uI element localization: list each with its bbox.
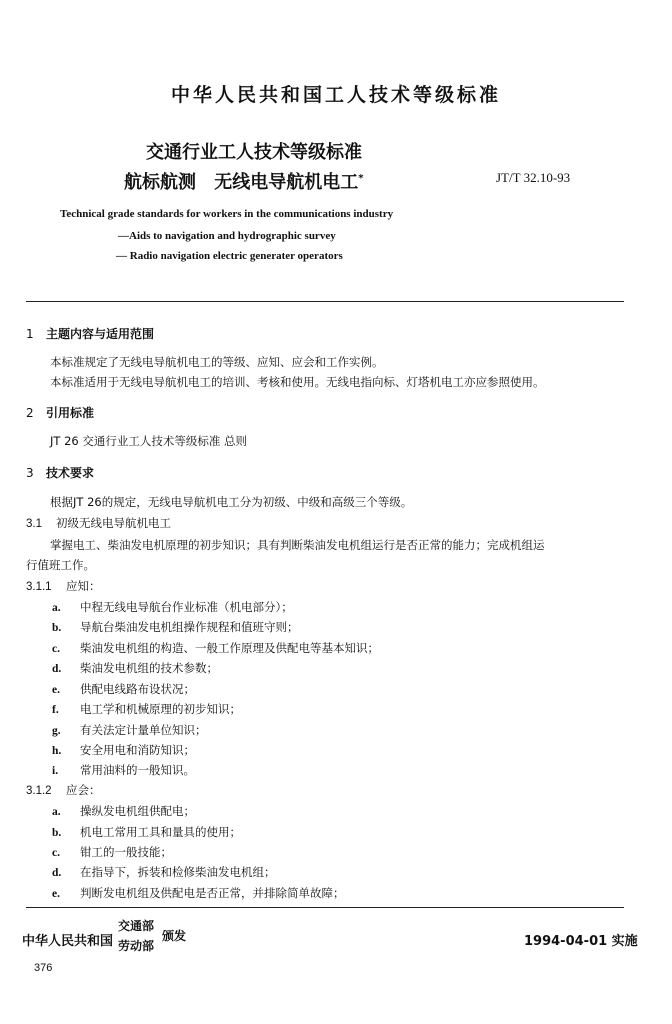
section-title: 技术要求 — [46, 466, 95, 480]
issuer-name: 中华人民共和国 — [22, 934, 114, 949]
list-item-label: b. — [52, 622, 62, 634]
list-item-text: 在指导下，拆装和检修柴油发电机组； — [80, 865, 276, 879]
section-number: 3 — [26, 466, 34, 480]
subsection-title: 应知： — [66, 579, 101, 593]
subsection-title: 初级无线电导航机电工 — [56, 516, 171, 530]
english-title-line2: —Aids to navigation and hydrographic survey — [118, 230, 336, 242]
subsection-3-1-2-heading — [26, 782, 101, 798]
section-title: 主题内容与适用范围 — [46, 327, 155, 341]
list-item-label: d. — [52, 663, 62, 675]
section-1-para1: 本标准规定了无线电导航机电工的等级、应知、应会和工作实例。 — [50, 355, 384, 369]
section-1-heading — [26, 325, 154, 342]
list-item-label: e. — [52, 684, 60, 696]
list-item — [52, 742, 195, 758]
list-item-text: 判断发电机组及供配电是否正常，并排除简单故障； — [80, 886, 345, 900]
list-item-label: c. — [52, 643, 60, 655]
list-item-label: e. — [52, 888, 60, 900]
list-item-text: 导航台柴油发电机组操作规程和值班守则； — [80, 620, 299, 634]
header-divider — [26, 301, 624, 302]
subsection-3-1-1-heading — [26, 578, 101, 594]
subsection-3-1-heading — [26, 515, 171, 531]
issue-action: 颁发 — [162, 929, 187, 943]
list-item-text: 操纵发电机组供配电； — [80, 804, 195, 818]
list-item-label: b. — [52, 827, 62, 839]
subsection-title: 应会： — [66, 783, 101, 797]
list-item-text: 供配电线路布设状况； — [80, 682, 195, 696]
list-item — [52, 762, 195, 778]
issuing-dept-labour: 劳动部 — [118, 939, 155, 953]
list-item — [52, 885, 345, 901]
list-item-text: 中程无线电导航台作业标准（机电部分）； — [80, 600, 293, 614]
list-item — [52, 640, 379, 656]
list-item-label: f. — [52, 704, 59, 716]
list-item-label: a. — [52, 806, 61, 818]
subsection-number: 3.1.1 — [26, 581, 52, 593]
effective-date: 1994-04-01 实施 — [524, 934, 638, 949]
list-item — [52, 844, 172, 860]
list-item — [52, 824, 241, 840]
standard-code: JT/T 32.10-93 — [496, 170, 571, 185]
title-line2-text: 航标航测 无线电导航机电工 — [124, 172, 359, 193]
section-number: 2 — [26, 406, 34, 420]
list-item-label: h. — [52, 745, 62, 757]
list-item-label: a. — [52, 602, 61, 614]
footer-divider — [26, 907, 624, 908]
issuing-dept-transport: 交通部 — [118, 919, 155, 933]
list-item — [52, 660, 218, 676]
list-item — [52, 599, 293, 615]
list-item-label: c. — [52, 847, 60, 859]
section-2-heading — [26, 404, 94, 421]
section-3-heading — [26, 464, 94, 481]
subsection-number: 3.1.2 — [26, 785, 52, 797]
list-item — [52, 619, 299, 635]
list-item-text: 机电工常用工具和量具的使用； — [80, 825, 241, 839]
list-item-text: 柴油发电机组的技术参数； — [80, 661, 218, 675]
subsection-3-1-para-line2: 行值班工作。 — [26, 558, 95, 572]
document-title-line2 — [124, 168, 364, 194]
list-item-text: 柴油发电机组的构造、一般工作原理及供配电等基本知识； — [80, 641, 379, 655]
section-3-intro: 根据JT 26的规定，无线电导航机电工分为初级、中级和高级三个等级。 — [50, 495, 413, 509]
list-item-text: 电工学和机械原理的初步知识； — [80, 702, 241, 716]
section-title: 引用标准 — [46, 406, 95, 420]
list-item-label: i. — [52, 765, 59, 777]
list-item-text: 常用油料的一般知识。 — [80, 763, 195, 777]
list-item — [52, 722, 207, 738]
title-footnote-mark: * — [358, 173, 364, 184]
english-title-line1: Technical grade standards for workers in the communications industry — [60, 208, 394, 220]
list-item — [52, 803, 195, 819]
page-number: 376 — [34, 962, 53, 974]
list-item-label: g. — [52, 725, 61, 737]
standard-series-title: 中华人民共和国工人技术等级标准 — [170, 84, 501, 106]
section-2-reference: JT 26 交通行业工人技术等级标准 总则 — [50, 434, 248, 448]
subsection-number: 3.1 — [26, 518, 42, 530]
list-item-text: 有关法定计量单位知识； — [80, 723, 207, 737]
list-item-text: 安全用电和消防知识； — [80, 743, 195, 757]
document-title-line1: 交通行业工人技术等级标准 — [146, 142, 362, 163]
list-item-label: d. — [52, 867, 62, 879]
list-item — [52, 864, 276, 880]
list-item — [52, 681, 195, 697]
subsection-3-1-para-line1: 掌握电工、柴油发电机原理的初步知识；具有判断柴油发电机组运行是否正常的能力；完成机组运 — [50, 538, 545, 552]
list-item-text: 钳工的一般技能； — [80, 845, 172, 859]
list-item — [52, 701, 241, 717]
section-1-para2: 本标准适用于无线电导航机电工的培训、考核和使用。无线电指向标、灯塔机电工亦应参照使用。 — [50, 375, 545, 389]
english-title-line3: — Radio navigation electric generater operators — [116, 250, 343, 262]
section-number: 1 — [26, 327, 34, 341]
